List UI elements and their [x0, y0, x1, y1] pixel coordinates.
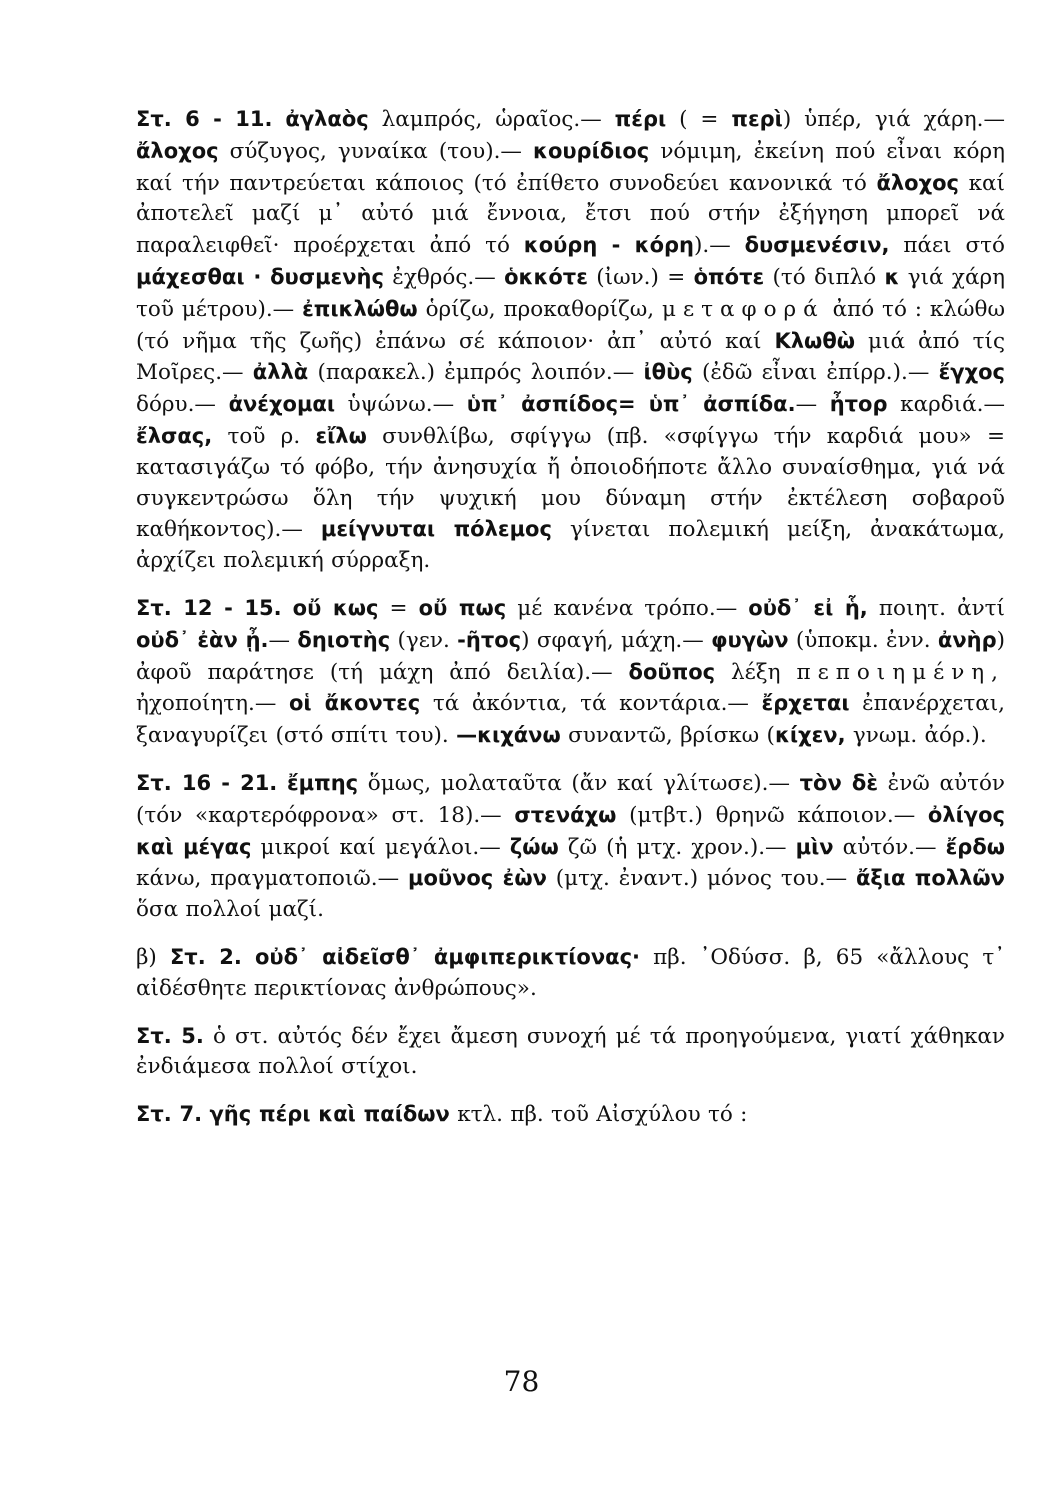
- gloss-text: —: [795, 392, 830, 418]
- lemma-term: ἀλλὰ: [252, 360, 309, 385]
- lemma-term: ἐπικλώθω: [302, 296, 418, 321]
- lemma-term: ἦτορ: [829, 392, 888, 417]
- paragraph-b-verse-2: [136, 942, 1005, 1005]
- gloss-text: (ἰων.) =: [587, 264, 694, 290]
- lemma-term: Στ. 16 - 21.: [136, 770, 278, 795]
- paragraph-verse-7: [136, 1099, 1005, 1131]
- commentary-text: [136, 104, 1005, 1131]
- lemma-term: Στ. 6 - 11.: [136, 107, 273, 131]
- gloss-text: νόμιμη, ἐκείνη πού εἶναι κόρη καί τήν παντρεύεται κάποιος (τό ἐπίθετο συνοδεύει κανονικά τό: [136, 138, 1005, 196]
- gloss-text: συνθλίβω, σφίγγω (πβ. «σφίγγω τήν καρδιά μου» = κατασιγάζω τό φόβο, τήν ἀνησυχία ἤ ὁποιοδήποτε ἄλλο συναίσθημα, γιά νά συγκεντρώσω ὅλη τήν ψυχική μου δύναμη στήν ἐκτέλεση σοβαροῦ καθήκοντος).—: [136, 423, 1005, 543]
- lemma-term: φυγὼν: [711, 627, 789, 652]
- lemma-term: ἀγλαὸς: [285, 107, 369, 131]
- gloss-text: τοῦ ρ.: [212, 423, 316, 449]
- gloss-text: ὁ στ. αὐτός δέν ἔχει ἄμεση συνοχή μέ τά προηγούμενα, γιατί χάθηκαν ἐνδιάμεσα πολλοί στίχοι.: [136, 1023, 1006, 1080]
- gloss-text: (μτβτ.) θρηνῶ κάποιον.—: [616, 802, 928, 828]
- lemma-term: μοῦνος ἐὼν: [408, 866, 547, 891]
- gloss-text: ζῶ (ἡ μτχ. χρον.).—: [558, 834, 796, 860]
- lemma-term: ἔρδω: [945, 834, 1006, 859]
- lemma-term: δηιοτὴς: [297, 627, 391, 652]
- gloss-text: κτλ. πβ. τοῦ Αἰσχύλου τό :: [449, 1102, 748, 1128]
- page-number: 78: [503, 1365, 540, 1398]
- gloss-text: ὁρίζω, προκαθορίζω,: [417, 296, 663, 322]
- gloss-text: ) ὑπέρ, γιά χάρη.—: [782, 107, 1006, 132]
- lemma-term: μείγνυται πόλεμος: [320, 517, 552, 542]
- gloss-text: τά ἀκόντια, τά κοντάρια.—: [420, 691, 762, 717]
- lemma-term: Στ. 5.: [136, 1023, 204, 1048]
- gloss-text: ὑψώνω.—: [335, 392, 467, 418]
- lemma-term: ζώω: [509, 834, 559, 859]
- paragraph-verses-12-15: [136, 593, 1005, 752]
- lemma-term: -ῆτος: [457, 627, 522, 652]
- lemma-term: περὶ: [731, 107, 783, 131]
- gloss-text: καρδιά.—: [887, 392, 1005, 418]
- gloss-text: ἐνῶ αὐτόν (τόν «καρτερόφρονα» στ. 18).—: [136, 770, 1005, 828]
- lemma-term: ὀλίγος καὶ μέγας: [136, 802, 1005, 859]
- lemma-term: —κιχάνω: [456, 723, 561, 748]
- lemma-term: οὐδ᾽ εἰ ἧ,: [748, 595, 868, 620]
- gloss-text: ὅμως, μολαταῦτα (ἄν καί γλίτωσε).—: [358, 770, 800, 796]
- gloss-text: πβ. ᾿Οδύσσ. β, 65 «ἄλλους τ᾽ αἰδέσθητε περικτίονας ἀνθρώπους».: [136, 944, 1005, 1001]
- gloss-text: ὅσα πολλοί μαζί.: [136, 897, 324, 923]
- gloss-text: συναντῶ, βρίσκω (: [560, 723, 775, 749]
- lemma-term: ἔμπης: [286, 770, 359, 795]
- gloss-text: κάνω, πραγματοποιῶ.—: [136, 866, 409, 892]
- gloss-text: μικροί καί μεγάλοι.—: [251, 834, 510, 860]
- paragraph-verse-5: [136, 1021, 1005, 1084]
- gloss-text: μέ κανένα τρόπο.—: [506, 595, 749, 621]
- lemma-term: μὶν: [795, 834, 834, 859]
- gloss-text: ) σφαγή, μάχη.—: [521, 627, 712, 653]
- gloss-text: (παρακελ.) ἐμπρός λοιπόν.—: [308, 360, 644, 386]
- lemma-term: οὔ κως: [292, 595, 379, 620]
- gloss-text: λαμπρός, ὡραῖος.—: [368, 107, 615, 132]
- lemma-term: Στ. 7.: [136, 1102, 203, 1127]
- gloss-text: ἀπό τό : κλώθω (τό νῆμα τῆς ζωῆς) ἐπάνω σέ κάποιον· ἀπ᾽ αὐτό καί: [136, 296, 1005, 354]
- paragraph-verses-16-21: [136, 768, 1005, 926]
- gloss-text: =: [378, 595, 419, 621]
- lemma-term: οὐδ᾽ ἐὰν ᾖ.: [136, 627, 269, 652]
- lemma-term: οὔ πως: [418, 595, 507, 620]
- lemma-term: οἱ ἄκοντες: [288, 691, 421, 716]
- spaced-word: μεταφορά: [662, 296, 825, 322]
- lemma-term: Κλωθὼ: [774, 328, 855, 353]
- lemma-term: οὐδ᾽ αἰδεῖσθ᾽ ἀμφιπερικτίονας·: [255, 944, 641, 969]
- paragraph-verses-6-11: [136, 104, 1005, 577]
- lemma-term: ἔλσας,: [136, 423, 213, 448]
- gloss-text: (τό διπλό: [764, 264, 885, 290]
- lemma-term: Στ. 12 - 15.: [136, 595, 282, 620]
- gloss-text: (γεν.: [390, 627, 458, 653]
- gloss-text: ἐπανέρχεται, ξαναγυρίζει (στό σπίτι του).: [136, 691, 1005, 749]
- lemma-term: κούρη - κόρη: [523, 233, 695, 258]
- lemma-term: δυσμενέσιν,: [744, 233, 890, 258]
- gloss-text: δόρυ.—: [136, 392, 229, 418]
- gloss-text: ποιητ. ἀντί: [867, 595, 1005, 621]
- gloss-text: —: [268, 627, 298, 653]
- lemma-term: πέρι: [614, 107, 667, 131]
- lemma-term: μάχεσθαι · δυσμενὴς: [136, 264, 384, 289]
- gloss-text: ) ἀφοῦ παράτησε (τή μάχη ἀπό δειλία).—: [136, 627, 1005, 685]
- lemma-term: ὁπότε: [693, 264, 765, 289]
- lemma-term: δοῦπος: [628, 659, 716, 684]
- lemma-term: ἔρχεται: [761, 691, 850, 716]
- gloss-text: γνωμ. ἀόρ.).: [845, 723, 987, 749]
- lemma-term: τὸν δὲ: [799, 770, 879, 795]
- gloss-text: ἠχοποίητη.—: [136, 691, 289, 717]
- lemma-term: εἴλω: [315, 423, 367, 448]
- gloss-text: πάει στό: [889, 233, 1005, 259]
- lemma-term: ἄξια πολλῶν: [855, 866, 1005, 891]
- lemma-term: κ: [884, 264, 900, 289]
- lemma-term: κουρίδιος: [533, 138, 650, 163]
- gloss-text: [277, 771, 287, 796]
- gloss-text: ἐχθρός.—: [383, 264, 505, 290]
- lemma-term: ἔγχος: [938, 360, 1005, 385]
- gloss-text: γίνεται πολεμική μείξη, ἀνακάτωμα, ἀρχίζει πολεμική σύρραξη.: [136, 517, 1005, 574]
- lemma-term: ὁκκότε: [504, 264, 588, 289]
- lemma-term: γῆς πέρι καὶ παίδων: [209, 1102, 450, 1127]
- gloss-text: ).—: [694, 233, 745, 259]
- lemma-term: κίχεν,: [774, 723, 846, 748]
- gloss-text: [282, 596, 293, 621]
- gloss-text: καί ἀποτελεῖ μαζί μ᾽ αὐτό μιά ἔννοια, ἔτσι πού στήν ἐξήγηση μπορεῖ νά παραλειφθεῖ· προέρχεται ἀπό τό: [136, 170, 1005, 259]
- lemma-term: ἄλοχος: [876, 170, 960, 195]
- gloss-text: μιά ἀπό τίς Μοῖρες.—: [136, 328, 1005, 386]
- gloss-text: (ὑποκμ. ἐνν.: [788, 627, 938, 653]
- gloss-text: (ἐδῶ εἶναι ἐπίρρ.).—: [692, 360, 939, 386]
- gloss-text: (μτχ. ἐναντ.) μόνος του.—: [546, 866, 856, 892]
- gloss-text: γιά χάρη τοῦ μέτρου).—: [136, 264, 1005, 322]
- lemma-term: ἀνέχομαι: [228, 392, 336, 417]
- gloss-text: [272, 107, 285, 132]
- lemma-term: ἰθὺς: [643, 360, 693, 385]
- gloss-text: ( =: [666, 107, 732, 132]
- gloss-text: αὐτόν.—: [833, 834, 946, 860]
- lemma-term: Στ. 2.: [169, 944, 242, 969]
- gloss-text: β): [136, 944, 170, 970]
- gloss-text: λέξη: [715, 659, 797, 685]
- gloss-text: σύζυγος, γυναίκα (του).—: [218, 138, 534, 164]
- lemma-term: στενάχω: [514, 802, 617, 827]
- spaced-word: πεποιημένη,: [796, 659, 1005, 685]
- lemma-term: ἄλοχος: [136, 138, 219, 163]
- lemma-term: ὑπ᾽ ἀσπίδος= ὑπ᾽ ἀσπίδα.: [466, 392, 796, 417]
- gloss-text: [242, 945, 255, 970]
- lemma-term: ἀνὴρ: [937, 627, 997, 652]
